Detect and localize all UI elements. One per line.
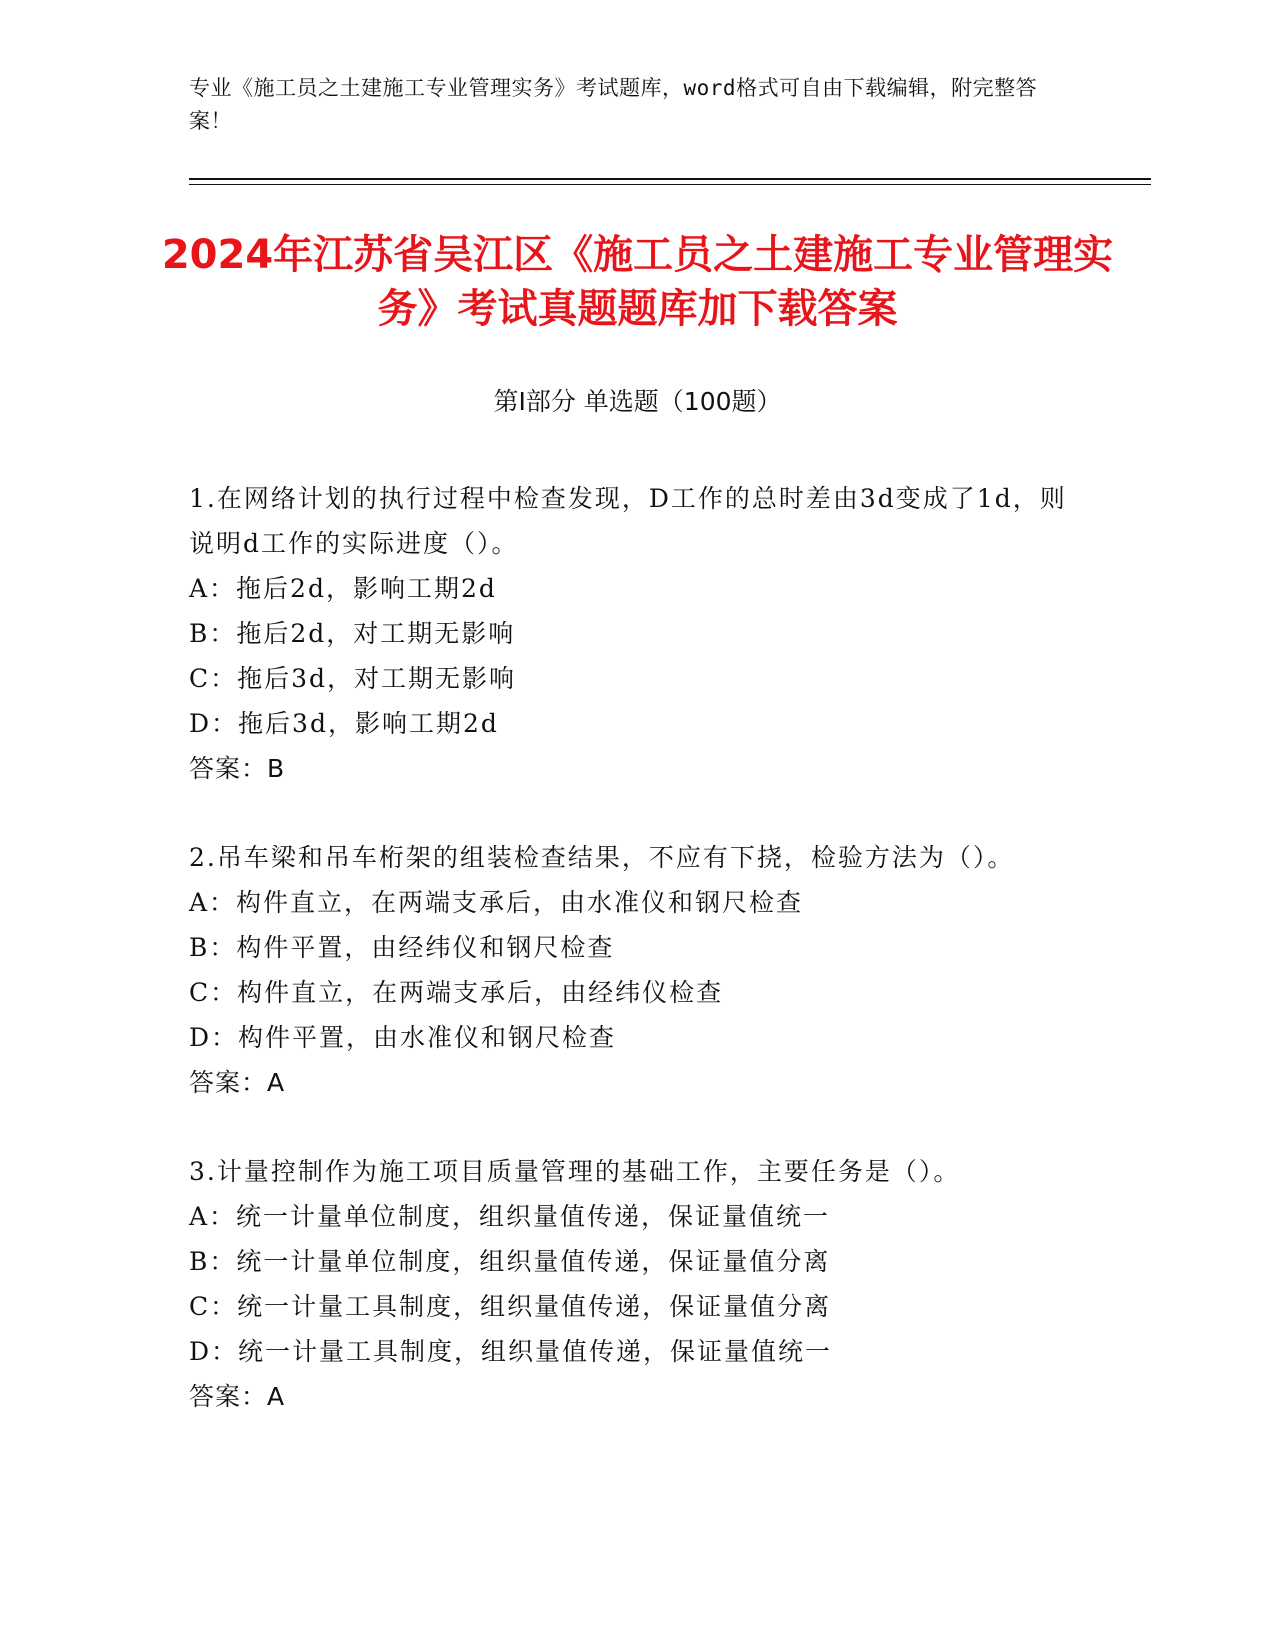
- header-note: 专业《施工员之土建施工专业管理实务》考试题库，word格式可自由下载编辑，附完整答案！: [189, 76, 1038, 133]
- question-stem: 1.在网络计划的执行过程中检查发现，D工作的总时差由3d变成了1d，则说明d工作的实际进度（）。: [189, 484, 1067, 558]
- question-2: [189, 835, 1089, 1105]
- option-a: A：统一计量单位制度，组织量值传递，保证量值统一: [189, 1202, 831, 1231]
- option-b: B：统一计量单位制度，组织量值传递，保证量值分离: [189, 1247, 831, 1276]
- header-rule-thin: [189, 184, 1151, 185]
- option-c: C：构件直立，在两端支承后，由经纬仪检查: [189, 978, 724, 1007]
- option-d: D：统一计量工具制度，组织量值传递，保证量值统一: [189, 1337, 833, 1366]
- header-rule-thick: [189, 178, 1151, 180]
- option-a: A：构件直立，在两端支承后，由水准仪和钢尺检查: [189, 888, 804, 917]
- option-a: A：拖后2d，影响工期2d: [189, 574, 497, 603]
- option-d: D：构件平置，由水准仪和钢尺检查: [189, 1023, 617, 1052]
- answer: 答案：B: [189, 754, 286, 783]
- question-list: [189, 476, 1089, 1463]
- option-c: C：拖后3d，对工期无影响: [189, 664, 517, 693]
- option-c: C：统一计量工具制度，组织量值传递，保证量值分离: [189, 1292, 832, 1321]
- document-title: 2024年江苏省吴江区《施工员之土建施工专业管理实务》考试真题题库加下载答案: [161, 232, 1114, 332]
- option-b: B：拖后2d，对工期无影响: [189, 619, 516, 648]
- option-d: D：拖后3d，影响工期2d: [189, 709, 499, 738]
- question-stem: 3.计量控制作为施工项目质量管理的基础工作，主要任务是（）。: [189, 1157, 961, 1186]
- answer: 答案：A: [189, 1068, 286, 1097]
- section-heading: 第Ⅰ部分 单选题（100题）: [493, 387, 782, 416]
- option-b: B：构件平置，由经纬仪和钢尺检查: [189, 933, 615, 962]
- question-stem: 2.吊车梁和吊车桁架的组装检查结果，不应有下挠，检验方法为（）。: [189, 843, 1015, 872]
- question-3: [189, 1149, 1089, 1419]
- answer: 答案：A: [189, 1382, 286, 1411]
- question-1: [189, 476, 1089, 791]
